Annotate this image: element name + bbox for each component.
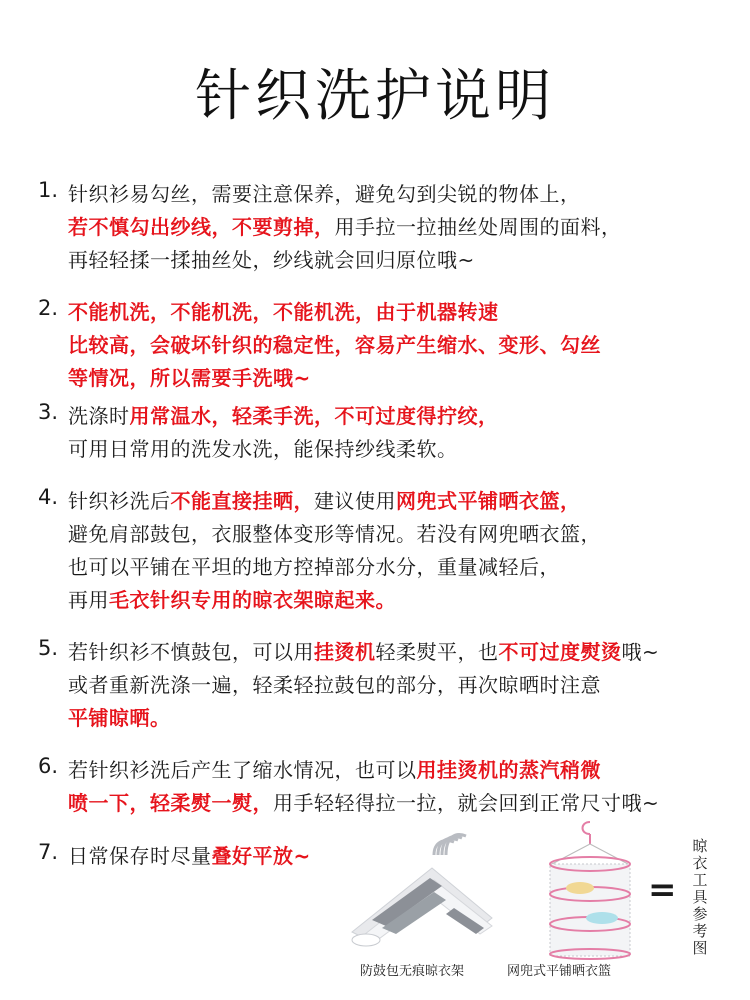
body-text: 或者重新洗涤一遍，轻柔轻拉鼓包的部分，再次晾晒时注意 — [68, 673, 601, 697]
instruction-line — [68, 244, 475, 273]
highlighted-text: 挂烫机 — [314, 640, 376, 664]
instruction-line — [68, 702, 171, 731]
hanger-caption: 防鼓包无痕晾衣架 — [360, 964, 465, 979]
instruction-line — [68, 433, 458, 462]
highlighted-text: 平铺晾晒。 — [68, 706, 171, 730]
mesh-basket-illustration — [530, 820, 650, 960]
body-text: 针织衫洗后 — [68, 489, 171, 513]
body-text: 可用日常用的洗发水洗，能保持纱线柔软。 — [68, 437, 458, 461]
instruction-line — [68, 551, 560, 580]
instruction-line — [68, 669, 601, 698]
hanger-stack — [352, 868, 492, 946]
instruction-line — [68, 754, 601, 783]
instruction-line — [68, 362, 311, 391]
highlighted-text: 不能直接挂晒， — [170, 489, 314, 513]
item-number: 3. — [38, 400, 59, 424]
highlighted-text: 比较高，会破坏针织的稳定性，容易产生缩水、变形、勾丝 — [68, 333, 601, 357]
body-text: 建议使用 — [314, 489, 396, 513]
hanger-hooks — [434, 835, 466, 855]
tools-reference-label: 晾 衣 工 具 参 考 图 — [692, 837, 708, 957]
body-text: 日常保存时尽量 — [68, 844, 212, 868]
highlighted-text: 网兜式平铺晒衣篮， — [396, 489, 581, 513]
hanger-illustration — [342, 820, 502, 955]
body-text: 针织衫易勾丝，需要注意保养，避免勾到尖锐的物体上， — [68, 182, 581, 206]
instruction-line — [68, 584, 396, 613]
body-text: 用手轻轻得拉一拉，就会回到正常尺寸哦~ — [273, 791, 660, 815]
basket-caption: 网兜式平铺晒衣篮 — [507, 964, 612, 979]
instruction-line — [68, 178, 581, 207]
item-number: 4. — [38, 485, 59, 509]
item-number: 7. — [38, 840, 59, 864]
highlighted-text: 若不慎勾出纱线，不要剪掉， — [68, 215, 335, 239]
item-number: 6. — [38, 754, 59, 778]
highlighted-text: 毛衣针织专用的晾衣架晾起来。 — [109, 588, 396, 612]
instruction-line — [68, 211, 622, 240]
instruction-line — [68, 840, 311, 869]
instruction-line — [68, 636, 659, 665]
item-number: 1. — [38, 178, 59, 202]
body-text: 若针织衫洗后产生了缩水情况，也可以 — [68, 758, 417, 782]
instruction-line — [68, 485, 581, 514]
highlighted-text: 不能机洗，不能机洗，不能机洗，由于机器转速 — [68, 300, 499, 324]
body-text: 避免肩部鼓包，衣服整体变形等情况。若没有网兜晒衣篮， — [68, 522, 601, 546]
highlighted-text: 叠好平放~ — [211, 844, 311, 868]
instruction-line — [68, 518, 601, 547]
highlighted-text: 用挂烫机的蒸汽稍微 — [416, 758, 601, 782]
reference-figures — [330, 820, 750, 1000]
body-text: 轻柔熨平，也 — [375, 640, 499, 664]
item-number: 2. — [38, 296, 59, 320]
instruction-line — [68, 329, 601, 358]
highlighted-text: 不可过度熨烫 — [498, 640, 622, 664]
body-text: 也可以平铺在平坦的地方控掉部分水分，重量减轻后， — [68, 555, 560, 579]
body-text: 再用 — [68, 588, 109, 612]
instruction-line — [68, 400, 499, 429]
body-text: 再轻轻揉一揉抽丝处，纱线就会回归原位哦~ — [68, 248, 475, 272]
body-text: 洗涤时 — [68, 404, 130, 428]
body-text: 用手拉一拉抽丝处周围的面料， — [334, 215, 622, 239]
body-text: 哦~ — [621, 640, 660, 664]
equals-sign: = — [648, 870, 677, 910]
instruction-line — [68, 787, 659, 816]
page-title: 针织洗护说明 — [195, 64, 555, 129]
item-number: 5. — [38, 636, 59, 660]
instruction-line — [68, 296, 499, 325]
highlighted-text: 等情况，所以需要手洗哦~ — [68, 366, 311, 390]
body-text: 若针织衫不慎鼓包，可以用 — [68, 640, 314, 664]
highlighted-text: 用常温水，轻柔手洗，不可过度得拧绞， — [129, 404, 499, 428]
highlighted-text: 喷一下，轻柔熨一熨， — [68, 791, 273, 815]
